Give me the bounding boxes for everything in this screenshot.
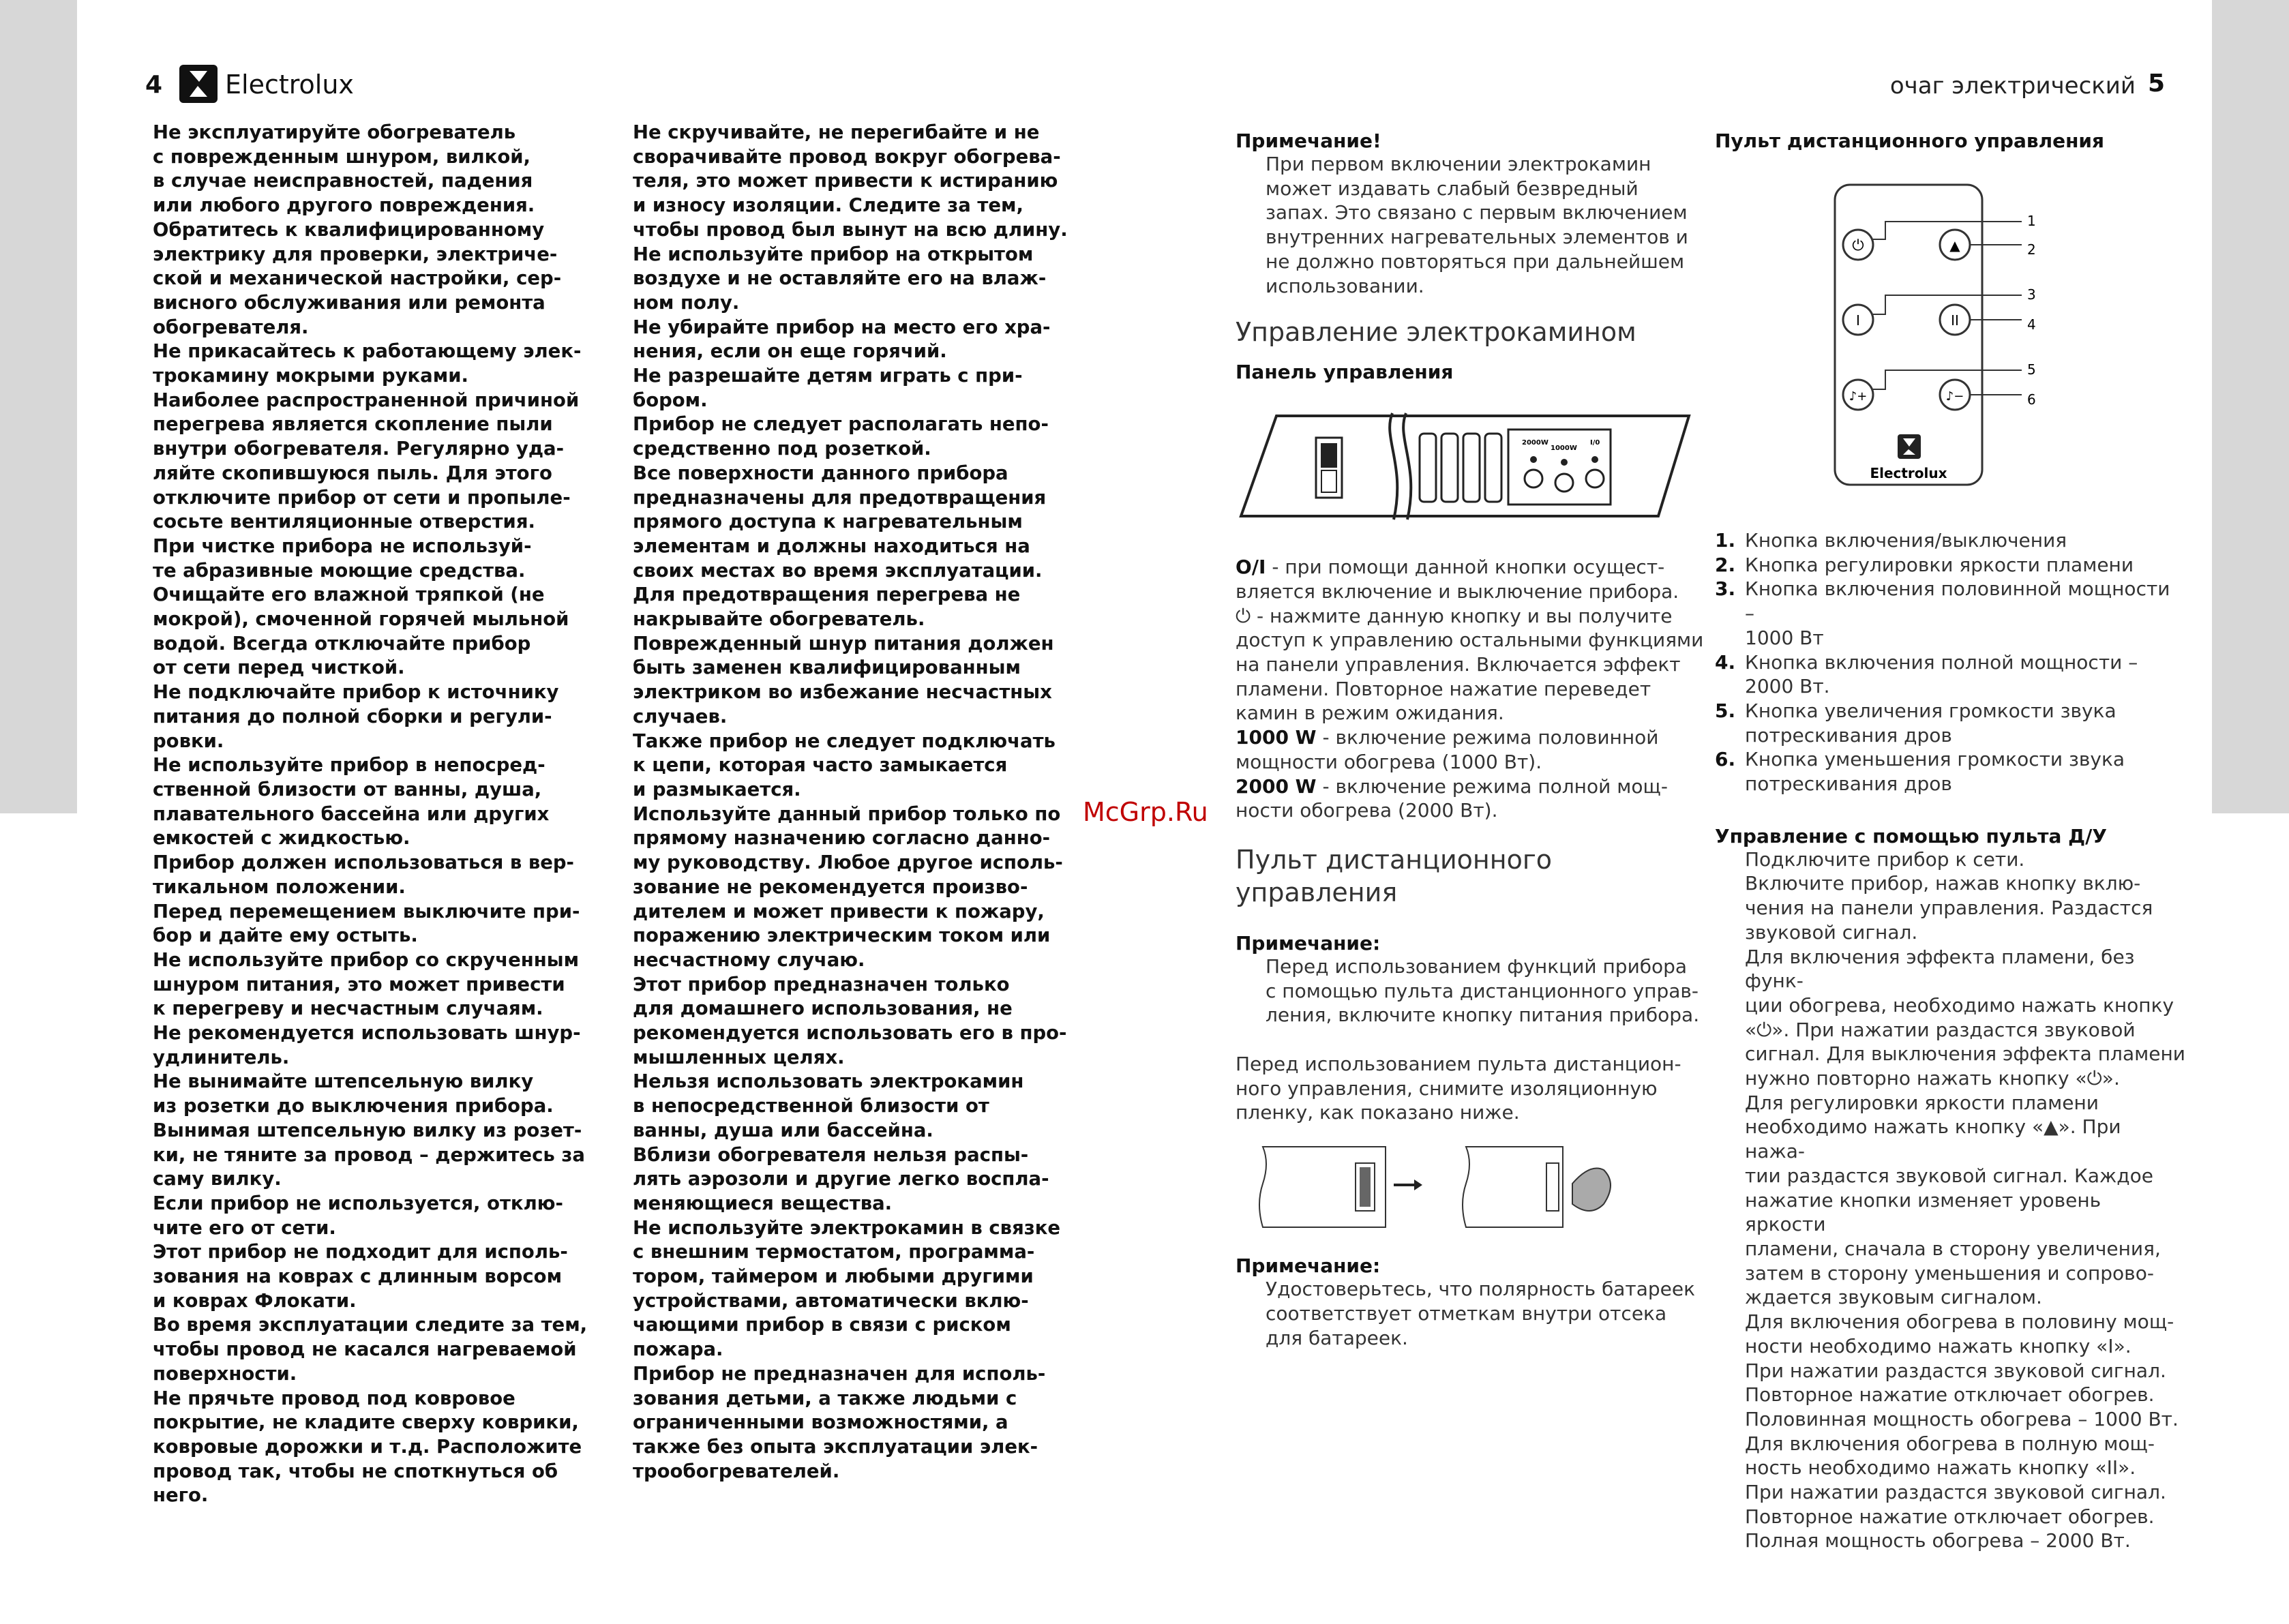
safety-text-line: ровки.	[153, 730, 224, 752]
safety-text-line: висного обслуживания или ремонта	[153, 291, 545, 314]
right-page-title: очаг электрический	[1889, 72, 2136, 100]
body-text-line: Для включения обогрева в половину мощ-	[1745, 1310, 2174, 1334]
safety-text-line: накрывайте обогреватель.	[633, 608, 925, 631]
section1-title: Управление электрокамином	[1236, 317, 1636, 348]
safety-text-line: Не убирайте прибор на место его хра-	[633, 316, 1051, 338]
safety-text-line: ской и механической настройки, сер-	[153, 267, 562, 290]
body-text-line: затем в сторону уменьшения и сопрово-	[1745, 1261, 2154, 1284]
body-text-line: Повторное нажатие отключает обогрев.	[1745, 1383, 2155, 1407]
callout-4: 4	[2027, 316, 2036, 333]
body-text-line: Полная мощность обогрева – 2000 Вт.	[1745, 1529, 2131, 1552]
legend-text: Кнопка уменьшения громкости звука	[1745, 748, 2125, 771]
safety-text-line: ляйте скопившуюся пыль. Для этого	[153, 462, 552, 484]
safety-text-line: сворачивайте провод вокруг обогрева-	[633, 145, 1061, 168]
safety-text-line: трообогревателей.	[633, 1460, 840, 1482]
safety-text-line: Вблизи обогревателя нельзя распы-	[633, 1143, 1029, 1166]
safety-text-line: случаев.	[633, 705, 728, 727]
safety-text-line: Не прикасайтесь к работающему элек-	[153, 340, 582, 363]
note1-body	[1236, 152, 1706, 298]
safety-text-line: ванны, душа или бассейна.	[633, 1119, 933, 1141]
safety-text-line: провод так, чтобы не споткнуться об	[153, 1460, 558, 1482]
legend-item	[1715, 650, 2185, 699]
power-icon: ⏻	[1852, 237, 1864, 254]
safety-text-line: прямому назначению согласно данно-	[633, 827, 1050, 849]
safety-text-line: Обратитесь к квалифицированному	[153, 218, 545, 241]
note1-title: Примечание!	[1236, 130, 1381, 152]
safety-text-line: Во время эксплуатации следите за тем,	[153, 1314, 588, 1336]
note-text-line: Удостоверьтесь, что полярность батареек	[1266, 1278, 1696, 1301]
safety-text-line: Все поверхности данного прибора	[633, 462, 1008, 484]
safety-text-line: Не используйте прибор со скрученным	[153, 948, 580, 971]
body-text-line: ность необходимо нажать кнопку «II».	[1745, 1456, 2136, 1479]
body-text-line: Подключите прибор к сети.	[1745, 847, 2025, 871]
safety-text-line: дителем и может привести к пожару,	[633, 900, 1045, 922]
note-text-line: может издавать слабый безвредный	[1266, 177, 1639, 200]
safety-text-line: тикальном положении.	[153, 875, 406, 898]
legend-item	[1715, 553, 2185, 577]
safety-text-line: с внешним термостатом, программа-	[633, 1241, 1035, 1263]
electrolux-logo-icon	[179, 64, 218, 106]
safety-text-line: несчастному случаю.	[633, 948, 865, 971]
remote-control-body	[1715, 847, 2185, 1553]
safety-column-left	[153, 121, 589, 1508]
safety-text-line: мокрой), смоченной горячей мыльной	[153, 608, 569, 631]
safety-text-line: устройствами, автоматически вклю-	[633, 1289, 1029, 1312]
safety-text-line: чающими прибор в связи с риском	[633, 1314, 1011, 1336]
note2-body	[1236, 954, 1706, 1027]
body-text-line: При нажатии раздастся звуковой сигнал.	[1745, 1481, 2166, 1504]
legend-number: 3.	[1715, 577, 1736, 601]
safety-text-line: Этот прибор предназначен только	[633, 973, 1010, 995]
left-margin-band	[0, 0, 77, 813]
safety-text-line: При чистке прибора не используй-	[153, 535, 532, 557]
brand-name: Electrolux	[225, 70, 354, 100]
safety-text-line: чтобы провод не касался нагреваемой	[153, 1338, 577, 1361]
note-text-line: для батареек.	[1266, 1326, 1408, 1349]
safety-text-line: ограниченными возможностями, а	[633, 1411, 1008, 1434]
legend-text: Кнопка увеличения громкости звука	[1745, 699, 2116, 722]
power-icon: ⏻	[1236, 604, 1251, 627]
panel-label-2000w: 2000W	[1522, 439, 1549, 447]
safety-text-line: ственной близости от ванны, душа,	[153, 778, 542, 800]
volume-down-icon: ♪−	[1945, 389, 1964, 404]
safety-text-line: водой. Всегда отключайте прибор	[153, 632, 531, 655]
legend-number: 4.	[1715, 650, 1736, 674]
full-power-icon: II	[1951, 312, 1959, 329]
safety-text-line: и коврах Флокати.	[153, 1289, 357, 1312]
note3-body	[1236, 1277, 1706, 1350]
note2-title: Примечание:	[1236, 931, 1381, 954]
body-text-line: Половинная мощность обогрева – 1000 Вт.	[1745, 1407, 2179, 1430]
safety-text-line: Вынимая штепсельную вилку из розет-	[153, 1119, 582, 1141]
safety-text-line: него.	[153, 1484, 209, 1507]
body-text-line: необходимо нажать кнопку «▲». При нажа-	[1745, 1115, 2121, 1163]
remove-film-text	[1236, 1052, 1706, 1125]
body-text-line: Для включения обогрева в полную мощ-	[1745, 1432, 2155, 1455]
panel-label-1000w: 1000W	[1551, 445, 1577, 453]
safety-text-line: чите его от сети.	[153, 1216, 336, 1239]
legend-text: 1000 Вт	[1745, 626, 1824, 649]
safety-text-line: пожара.	[633, 1338, 723, 1361]
callout-5: 5	[2027, 361, 2036, 378]
safety-text-line: Нельзя использовать электрокамин	[633, 1070, 1024, 1093]
safety-text-line: сосьте вентиляционные отверстия.	[153, 511, 535, 533]
right-page-number: 5	[2147, 70, 2165, 97]
right-page-column-a	[1236, 130, 1706, 1350]
safety-text-line: теля, это может привести к истиранию	[633, 170, 1058, 192]
body-text-line: сигнал. Для выключения эффекта пламени	[1745, 1042, 2185, 1066]
safety-text-line: ном полу.	[633, 291, 740, 314]
safety-text-line: воздухе и не оставляйте его на влаж-	[633, 267, 1047, 290]
safety-text-line: Прибор должен использоваться в вер-	[153, 852, 574, 874]
note-text-line: При первом включении электрокамин	[1266, 153, 1651, 175]
legend-item	[1715, 747, 2185, 796]
safety-text-line: обогревателя.	[153, 316, 309, 338]
remote-legend	[1715, 528, 2185, 796]
note-text-line: использовании.	[1266, 274, 1424, 297]
w1000-label: 1000 W	[1236, 726, 1317, 749]
legend-text: Кнопка регулировки яркости пламени	[1745, 553, 2134, 576]
safety-text-line: Не рекомендуется использовать шнур-	[153, 1022, 581, 1044]
remote-brand: Electrolux	[1870, 465, 1947, 481]
note-text-line: внутренних нагревательных элементов и	[1266, 226, 1688, 249]
control-panel-illustration	[1236, 410, 1706, 526]
note-text-line: с помощью пульта дистанционного управ-	[1266, 979, 1699, 1002]
safety-text-line: и размыкается.	[633, 778, 801, 800]
safety-text-line: внутри обогревателя. Регулярно уда-	[153, 438, 565, 460]
callout-6: 6	[2027, 391, 2036, 408]
half-power-icon: I	[1856, 312, 1860, 329]
safety-text-line: бор и дайте ему остыть.	[153, 924, 418, 947]
safety-text-line: из розетки до выключения прибора.	[153, 1095, 554, 1117]
legend-text: Кнопка включения/выключения	[1745, 529, 2067, 552]
left-page-number: 4	[145, 71, 163, 99]
safety-text-line: элементам и должны находиться на	[633, 535, 1030, 557]
section2-title: Пульт дистанционного управления	[1236, 844, 1553, 907]
safety-text-line: Используйте данный прибор только по	[633, 802, 1061, 825]
panel-title: Панель управления	[1236, 361, 1454, 384]
oi-label: O/I	[1236, 556, 1266, 579]
safety-text-line: Не вынимайте штепсельную вилку	[153, 1070, 534, 1093]
safety-text-line: мышленных целях.	[633, 1046, 845, 1068]
safety-column-middle	[633, 121, 1069, 1484]
safety-text-line: Не используйте электрокамин в связке	[633, 1216, 1061, 1239]
panel-button-1000w[interactable]	[1555, 474, 1573, 492]
oi-description: O/I - при помощи данной кнопки осущест- вляется включение и выключение прибора. ⏻ - нажмите данную кнопку и вы получите доступ к управлению остальными функциями на панели управления. Включается эффект пламени. Повторное нажатие переведет камин в режим ожидания. 1000 W - включение режима половинной мощности обогрева (1000 Вт). 2000 W - включение режима полной мощ- ности обогрева (2000 Вт).	[1236, 556, 1704, 822]
battery-film-illustration	[1236, 1143, 1706, 1231]
safety-text-line: Этот прибор не подходит для исполь-	[153, 1241, 568, 1263]
safety-text-line: Если прибор не используется, отклю-	[153, 1192, 563, 1214]
safety-text-line: Для предотвращения перегрева не	[633, 584, 1021, 606]
note-text-line: не должно повторяться при дальнейшем	[1266, 250, 1685, 273]
safety-text-line: также без опыта эксплуатации элек-	[633, 1435, 1038, 1458]
safety-text-line: к цепи, которая часто замыкается	[633, 754, 1008, 777]
safety-text-line: электриком во избежание несчастных	[633, 681, 1052, 704]
safety-text-line: в случае неисправностей, падения	[153, 170, 533, 192]
safety-text-line: Не скручивайте, не перегибайте и не	[633, 121, 1040, 143]
legend-item	[1715, 528, 2185, 553]
legend-text: 2000 Вт.	[1745, 675, 1830, 698]
panel-button-2000w[interactable]	[1525, 470, 1542, 487]
safety-text-line: покрытие, не кладите сверху коврики,	[153, 1411, 579, 1434]
safety-text-line: му руководству. Любое другое исполь-	[633, 852, 1063, 874]
safety-text-line: Не эксплуатируйте обогреватель	[153, 121, 516, 143]
remote-illustration	[1715, 181, 2185, 501]
safety-text-line: Очищайте его влажной тряпкой (не	[153, 584, 545, 606]
safety-text-line: с поврежденным шнуром, вилкой,	[153, 145, 530, 168]
safety-text-line: предназначены для предотвращения	[633, 486, 1047, 509]
body-text-line: нажатие кнопки изменяет уровень яркости	[1745, 1188, 2101, 1236]
safety-text-line: Прибор не следует располагать непо-	[633, 413, 1049, 436]
safety-text-line: зования на коврах с длинным ворсом	[153, 1265, 563, 1288]
right-margin-band	[2212, 0, 2289, 813]
safety-text-line: или любого другого повреждения.	[153, 194, 535, 217]
safety-text-line: к перегреву и несчастным случаям.	[153, 997, 543, 1020]
safety-text-line: удлинитель.	[153, 1046, 290, 1068]
legend-item	[1715, 577, 2185, 650]
legend-number: 1.	[1715, 529, 1736, 552]
legend-number: 5.	[1715, 699, 1736, 722]
remote-title: Пульт дистанционного управления	[1715, 130, 2105, 152]
watermark: McGrp.Ru	[1083, 797, 1208, 827]
safety-text-line: Не разрешайте детям играть с при-	[633, 365, 1023, 387]
note-text-line: Перед использованием функций прибора	[1266, 954, 1688, 978]
safety-text-line: рекомендуется использовать его в про-	[633, 1022, 1067, 1044]
callout-1: 1	[2027, 213, 2036, 229]
safety-text-line: чтобы провод был вынут на всю длину.	[633, 218, 1068, 241]
safety-text-line: быть заменен квалифицированным	[633, 657, 1021, 679]
safety-text-line: саму вилку.	[153, 1168, 282, 1190]
body-text-line: ности необходимо нажать кнопку «I».	[1745, 1334, 2131, 1357]
body-text-line: чения на панели управления. Раздастся	[1745, 897, 2153, 920]
body-text-line: пленку, как показано ниже.	[1236, 1101, 1520, 1124]
safety-text-line: поверхности.	[153, 1362, 297, 1385]
safety-text-line: Не используйте прибор в непосред-	[153, 754, 545, 777]
callout-2: 2	[2027, 241, 2036, 258]
safety-text-line: ковровые дорожки и т.д. Расположите	[153, 1435, 582, 1458]
safety-text-line: шнуром питания, это может привести	[153, 973, 565, 995]
safety-text-line: плавательного бассейна или других	[153, 802, 550, 825]
right-page-column-b	[1715, 130, 2185, 1553]
safety-text-line: отключите прибор от сети и пропыле-	[153, 486, 571, 509]
legend-text: потрескивания дров	[1745, 723, 1952, 747]
body-text-line: ного управления, снимите изоляционную	[1236, 1077, 1658, 1100]
safety-text-line: от сети перед чисткой.	[153, 657, 405, 679]
body-text-line: Для регулировки яркости пламени	[1745, 1091, 2099, 1114]
safety-text-line: те абразивные моющие средства.	[153, 559, 526, 582]
safety-text-line: Наиболее распространенной причиной	[153, 389, 580, 411]
safety-text-line: бором.	[633, 389, 708, 411]
legend-text: Кнопка включения половинной мощности –	[1745, 577, 2170, 625]
body-text-line: нужно повторно нажать кнопку «⏻».	[1745, 1067, 2120, 1090]
safety-text-line: Не используйте прибор на открытом	[633, 243, 1034, 265]
safety-text-line: зования детьми, а также людьми с	[633, 1387, 1017, 1409]
safety-text-line: нения, если он еще горячий.	[633, 340, 947, 363]
body-text-line: Включите прибор, нажав кнопку вклю-	[1745, 872, 2141, 895]
legend-text: потрескивания дров	[1745, 772, 1952, 796]
body-text-line: При нажатии раздастся звуковой сигнал.	[1745, 1359, 2166, 1382]
note-text-line: соответствует отметкам внутри отсека	[1266, 1302, 1667, 1325]
safety-text-line: электрику для проверки, электриче-	[153, 243, 558, 265]
body-text-line: пламени, сначала в сторону увеличения,	[1745, 1237, 2161, 1260]
safety-text-line: Не прячьте провод под ковровое	[153, 1387, 515, 1409]
safety-text-line: своих местах во время эксплуатации.	[633, 559, 1043, 582]
note-text-line: запах. Это связано с первым включением	[1266, 201, 1688, 224]
safety-text-line: меняющиеся вещества.	[633, 1192, 893, 1214]
body-text-line: тии раздастся звуковой сигнал. Каждое	[1745, 1164, 2153, 1187]
panel-button-power[interactable]	[1586, 470, 1604, 487]
safety-text-line: в непосредственной близости от	[633, 1095, 989, 1117]
body-text-line: Перед использованием пульта дистанцион-	[1236, 1053, 1681, 1076]
safety-text-line: зование не рекомендуется произво-	[633, 875, 1028, 898]
volume-up-icon: ♪+	[1849, 389, 1868, 404]
w2000-label: 2000 W	[1236, 775, 1317, 798]
note3-title: Примечание:	[1236, 1254, 1381, 1278]
safety-text-line: емкостей с жидкостью.	[153, 827, 410, 849]
safety-text-line: средственно под розеткой.	[633, 438, 931, 460]
body-text-line: «⏻». При нажатии раздастся звуковой	[1745, 1018, 2136, 1041]
safety-text-line: трокамину мокрыми руками.	[153, 365, 468, 387]
safety-text-line: прямого доступа к нагревательным	[633, 511, 1023, 533]
safety-text-line: Перед перемещением выключите при-	[153, 900, 580, 922]
body-text-line: Для включения эффекта пламени, без функ-	[1745, 945, 2135, 993]
safety-text-line: тором, таймером и любыми другими	[633, 1265, 1034, 1288]
body-text-line: ждается звуковым сигналом.	[1745, 1286, 2042, 1309]
callout-3: 3	[2027, 286, 2036, 303]
legend-item	[1715, 699, 2185, 747]
safety-text-line: Также прибор не следует подключать	[633, 730, 1056, 752]
safety-text-line: питания до полной сборки и регули-	[153, 705, 552, 727]
safety-text-line: и износу изоляции. Следите за тем,	[633, 194, 1023, 217]
panel-label-power: I/0	[1590, 439, 1600, 447]
flame-icon: ▲	[1949, 237, 1960, 254]
safety-text-line: лять аэрозоли и другие легко воспла-	[633, 1168, 1049, 1190]
legend-text: Кнопка включения полной мощности –	[1745, 650, 2138, 674]
safety-text-line: перегрева является скопление пыли	[153, 413, 553, 436]
safety-text-line: Прибор не предназначен для исполь-	[633, 1362, 1046, 1385]
safety-text-line: Поврежденный шнур питания должен	[633, 632, 1054, 655]
legend-number: 2.	[1715, 553, 1736, 576]
safety-text-line: ки, не тяните за провод – держитесь за	[153, 1143, 585, 1166]
body-text-line: Повторное нажатие отключает обогрев.	[1745, 1505, 2155, 1528]
body-text-line: звуковой сигнал.	[1745, 920, 1918, 944]
note-text-line: ления, включите кнопку питания прибора.	[1266, 1004, 1700, 1027]
body-text-line: ции обогрева, необходимо нажать кнопку	[1745, 993, 2174, 1017]
safety-text-line: поражению электрическим током или	[633, 924, 1051, 947]
safety-text-line: для домашнего использования, не	[633, 997, 1013, 1020]
safety-text-line: Не подключайте прибор к источнику	[153, 681, 559, 704]
remote-control-title: Управление с помощью пульта Д/У	[1715, 824, 2107, 847]
legend-number: 6.	[1715, 748, 1736, 771]
